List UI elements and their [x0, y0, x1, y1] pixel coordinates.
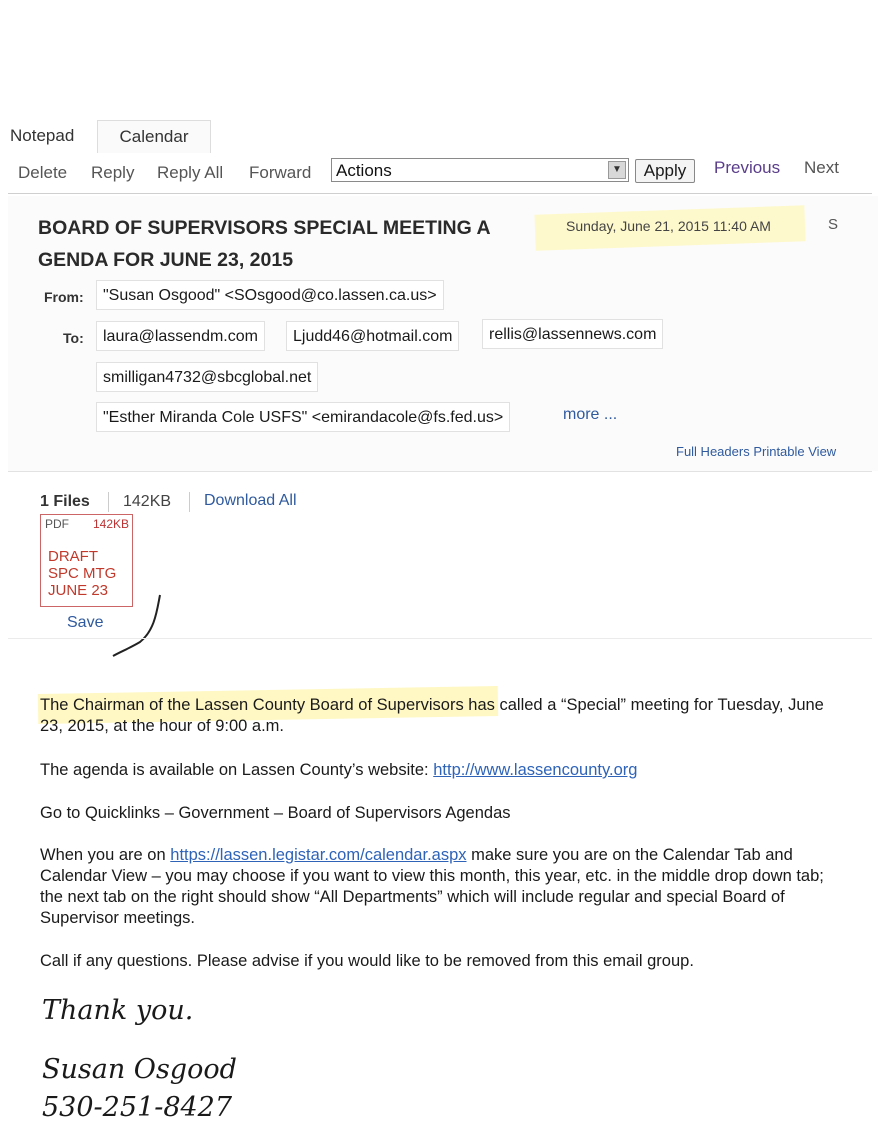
- delete-button[interactable]: Delete: [18, 163, 68, 182]
- body-text: When you are on: [40, 846, 166, 864]
- subject-line-1: BOARD OF SUPERVISORS SPECIAL MEETING A: [38, 217, 491, 239]
- signature-phone: 530-251-8427: [42, 1092, 233, 1123]
- tab-notepad[interactable]: Notepad: [10, 126, 75, 145]
- attachments-divider: [8, 638, 872, 639]
- signature-closing: Thank you.: [42, 995, 194, 1026]
- apply-button[interactable]: Apply: [635, 159, 695, 183]
- signature-name: Susan Osgood: [42, 1054, 237, 1085]
- legistar-calendar-link[interactable]: https://lassen.legistar.com/calendar.aspx: [170, 846, 467, 864]
- message-subject: [38, 212, 518, 276]
- to-address[interactable]: rellis@lassennews.com: [482, 319, 663, 349]
- toolbar-divider: [8, 193, 872, 194]
- chevron-down-icon[interactable]: ▼: [608, 161, 626, 179]
- file-name-line: SPC MTG: [48, 565, 117, 582]
- body-paragraph: Call if any questions. Please advise if you would like to be removed from this email group.: [40, 952, 694, 970]
- reply-button[interactable]: Reply: [91, 163, 135, 182]
- message-date: Sunday, June 21, 2015 11:40 AM: [566, 218, 771, 234]
- attachment-count: 1 Files: [40, 493, 90, 510]
- to-address[interactable]: "Esther Miranda Cole USFS" <emirandacole@fs.fed.us>: [96, 402, 510, 432]
- next-link[interactable]: Next: [804, 158, 839, 177]
- flag-icon[interactable]: S: [828, 216, 839, 233]
- to-label: To:: [63, 330, 84, 346]
- pen-mark: [105, 590, 175, 660]
- body-text: make sure you are on the Calendar Tab and Calendar View – you may choose if you want to view this month, this year, etc. in the middle drop down tab; the next tab on the right should show “All Departments” which will include regular and special Board of Supervisor meetings.: [40, 846, 824, 927]
- to-address[interactable]: smilligan4732@sbcglobal.net: [96, 362, 318, 392]
- printable-view-link[interactable]: Printable View: [753, 444, 837, 459]
- divider: [189, 492, 190, 512]
- file-size-label: 142KB: [92, 517, 129, 531]
- actions-select[interactable]: [331, 158, 629, 182]
- file-type-label: PDF: [45, 517, 69, 531]
- previous-link[interactable]: Previous: [714, 158, 781, 177]
- save-attachment-link[interactable]: Save: [67, 614, 104, 631]
- more-recipients-link[interactable]: more ...: [563, 406, 618, 423]
- header-divider: [8, 471, 872, 472]
- body-paragraph: The Chairman of the Lassen County Board of Supervisors has called a “Special” meeting for Tuesday, June 23, 2015, at the hour of 9:00 a.m.: [40, 696, 824, 735]
- forward-button[interactable]: Forward: [249, 163, 312, 182]
- from-label: From:: [44, 289, 84, 305]
- actions-select-value: Actions: [336, 161, 392, 180]
- county-website-link[interactable]: http://www.lassencounty.org: [433, 761, 638, 779]
- attachment-total-size: 142KB: [123, 493, 172, 510]
- tab-calendar[interactable]: Calendar: [97, 120, 211, 153]
- full-headers-link[interactable]: Full Headers: [676, 444, 750, 459]
- to-address[interactable]: laura@lassendm.com: [96, 321, 265, 351]
- body-text: The agenda is available on Lassen County’s website:: [40, 761, 429, 779]
- download-all-link[interactable]: Download All: [204, 492, 297, 509]
- to-address[interactable]: Ljudd46@hotmail.com: [286, 321, 459, 351]
- reply-all-button[interactable]: Reply All: [157, 163, 224, 182]
- divider: [108, 492, 109, 512]
- header-links: [676, 444, 836, 459]
- body-paragraph: [40, 760, 850, 781]
- subject-line-2: GENDA FOR JUNE 23, 2015: [38, 249, 294, 271]
- body-paragraph: Go to Quicklinks – Government – Board of Supervisors Agendas: [40, 804, 511, 822]
- body-paragraph: [40, 845, 850, 929]
- file-name-line: DRAFT: [48, 548, 98, 565]
- from-address[interactable]: "Susan Osgood" <SOsgood@co.lassen.ca.us>: [96, 280, 444, 310]
- file-name-line: JUNE 23: [48, 582, 109, 599]
